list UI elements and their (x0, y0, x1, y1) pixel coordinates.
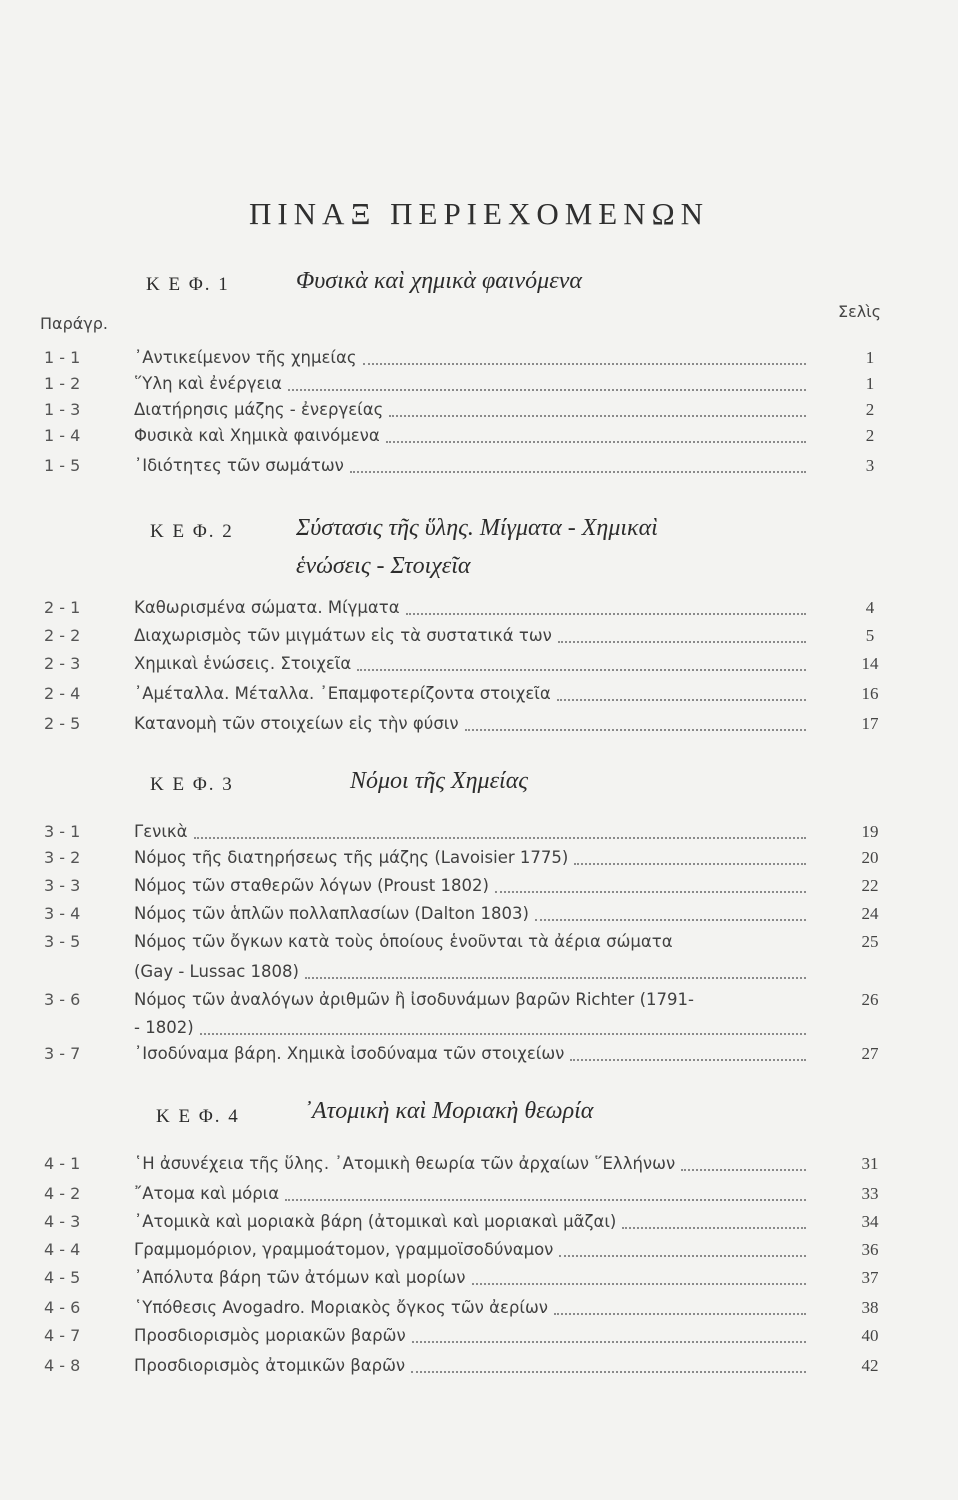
dot-leader (389, 415, 806, 417)
entry-number: 4 - 5 (44, 1268, 81, 1287)
chapter-number: Κ Ε Φ. 2 (150, 521, 234, 542)
chapter-number: Κ Ε Φ. 4 (156, 1106, 240, 1127)
entry-title: Γενικὰ (134, 822, 188, 841)
entry-page-number: 34 (861, 1212, 879, 1231)
entry-page-number: 3 (865, 456, 875, 475)
entry-title: ῎Ατομα καὶ μόρια (134, 1184, 280, 1203)
entry-number: 2 - 5 (44, 714, 81, 733)
entry-number: 3 - 1 (44, 822, 81, 841)
entry-title: Προσδιορισμὸς ἀτομικῶν βαρῶν (134, 1356, 406, 1375)
dot-leader (535, 919, 806, 921)
toc-entry (0, 876, 958, 904)
entry-number: 3 - 7 (44, 1044, 81, 1063)
entry-title: Νόμος τῶν σταθερῶν λόγων (Proust 1802) (134, 876, 489, 895)
entry-number: 4 - 3 (44, 1212, 81, 1231)
entry-page-number: 2 (865, 400, 875, 419)
entry-page-number: 33 (861, 1184, 879, 1203)
entry-page-number: 26 (861, 990, 879, 1009)
chapter-title: ᾿Ατομικὴ καὶ Μοριακὴ θεωρία (304, 1098, 594, 1124)
toc-entry (0, 374, 958, 402)
chapter-4-heading (156, 1100, 856, 1140)
entry-number: 3 - 3 (44, 876, 81, 895)
entry-title: Νόμος τῶν ἀναλόγων ἀριθμῶν ἢ ἰσοδυνάμων βαρῶν Richter (1791- (134, 990, 694, 1009)
entry-number: 2 - 2 (44, 626, 81, 645)
entry-page-number: 5 (865, 626, 875, 645)
entry-title: Καθωρισμένα σώματα. Μίγματα (134, 598, 400, 617)
toc-entry (0, 1268, 958, 1296)
entry-number: 3 - 4 (44, 904, 81, 923)
toc-entry (0, 348, 958, 376)
chapter-title-line-2: ἑνώσεις - Στοιχεῖα (296, 553, 471, 579)
toc-entry (0, 626, 958, 654)
chapter-2-heading (150, 515, 870, 595)
toc-entry (0, 990, 958, 1018)
page-column-label: Σελὶς (838, 302, 882, 321)
entry-number: 2 - 1 (44, 598, 81, 617)
toc-entry (0, 822, 958, 850)
toc-entry (0, 904, 958, 932)
entry-number: 1 - 3 (44, 400, 81, 419)
entry-title: Κατανομὴ τῶν στοιχείων εἰς τὴν φύσιν (134, 714, 459, 733)
entry-page-number: 1 (865, 374, 875, 393)
paragraph-column-label: Παράγρ. (40, 314, 108, 333)
entry-number: 3 - 2 (44, 848, 81, 867)
dot-leader (570, 1059, 806, 1061)
entry-page-number: 25 (861, 932, 879, 951)
entry-page-number: 16 (861, 684, 879, 703)
dot-leader (363, 363, 806, 365)
entry-number: 4 - 7 (44, 1326, 81, 1345)
chapter-title: Σύστασις τῆς ὕλης. Μίγματα - Χημικαὶ (296, 515, 658, 541)
dot-leader (465, 729, 806, 731)
entry-title: ᾿Ισοδύναμα βάρη. Χημικὰ ἰσοδύναμα τῶν στοιχείων (134, 1044, 565, 1063)
entry-title: ᾿Ατομικὰ καὶ μοριακὰ βάρη (ἀτομικαὶ καὶ μοριακαὶ μᾶζαι) (134, 1212, 617, 1231)
toc-entry (0, 426, 958, 454)
toc-entry (0, 654, 958, 682)
entry-page-number: 40 (861, 1326, 879, 1345)
entry-title: Διαχωρισμὸς τῶν μιγμάτων εἰς τὰ συστατικά των (134, 626, 552, 645)
entry-page-number: 42 (861, 1356, 879, 1375)
chapter-title: Φυσικὰ καὶ χημικὰ φαινόμενα (296, 268, 582, 294)
entry-number: 2 - 4 (44, 684, 81, 703)
toc-entry (0, 714, 958, 742)
entry-title: Γραμμομόριον, γραμμοάτομον, γραμμοϊσοδύναμον (134, 1240, 554, 1259)
entry-number: 3 - 5 (44, 932, 81, 951)
toc-entry (0, 932, 958, 960)
entry-page-number: 38 (861, 1298, 879, 1317)
entry-title: ῾Η ἀσυνέχεια τῆς ὕλης. ᾿Ατομικὴ θεωρία τῶν ἀρχαίων ῞Ελλήνων (134, 1154, 676, 1173)
entry-page-number: 2 (865, 426, 875, 445)
entry-number: 4 - 6 (44, 1298, 81, 1317)
dot-leader (472, 1283, 806, 1285)
toc-entry (0, 1154, 958, 1182)
entry-title: Χημικαὶ ἑνώσεις. Στοιχεῖα (134, 654, 352, 673)
entry-page-number: 14 (861, 654, 879, 673)
entry-title: ῞Υλη καὶ ἐνέργεια (134, 374, 282, 393)
entry-page-number: 31 (861, 1154, 879, 1173)
entry-page-number: 19 (861, 822, 879, 841)
entry-title-continuation: (Gay - Lussac 1808) (134, 962, 299, 981)
toc-entry (0, 1298, 958, 1326)
entry-number: 1 - 4 (44, 426, 81, 445)
toc-entry (0, 684, 958, 712)
dot-leader (554, 1313, 806, 1315)
dot-leader (681, 1169, 806, 1171)
dot-leader (350, 471, 806, 473)
entry-title: ᾿Απόλυτα βάρη τῶν ἀτόμων καὶ μορίων (134, 1268, 466, 1287)
dot-leader (495, 891, 806, 893)
toc-entry (0, 848, 958, 876)
entry-page-number: 24 (861, 904, 879, 923)
continuation-leader (0, 1018, 958, 1046)
toc-entry (0, 1326, 958, 1354)
entry-page-number: 37 (861, 1268, 879, 1287)
chapter-3-heading (150, 768, 850, 808)
entry-page-number: 17 (861, 714, 879, 733)
dot-leader (288, 389, 806, 391)
continuation-leader (0, 962, 958, 990)
dot-leader (406, 613, 806, 615)
entry-page-number: 22 (861, 876, 879, 895)
entry-number: 4 - 4 (44, 1240, 81, 1259)
dot-leader (558, 641, 806, 643)
dot-leader (622, 1227, 806, 1229)
toc-entry (0, 1356, 958, 1384)
entry-number: 1 - 2 (44, 374, 81, 393)
entry-title: ῾Υπόθεσις Avogadro. Μοριακὸς ὄγκος τῶν ἀερίων (134, 1298, 549, 1317)
dot-leader (412, 1341, 806, 1343)
dot-leader (194, 837, 806, 839)
toc-entry (0, 1240, 958, 1268)
entry-number: 4 - 2 (44, 1184, 81, 1203)
entry-page-number: 1 (865, 348, 875, 367)
entry-page-number: 36 (861, 1240, 879, 1259)
dot-leader (557, 699, 806, 701)
toc-entry (0, 456, 958, 484)
entry-title: Φυσικὰ καὶ Χημικὰ φαινόμενα (134, 426, 380, 445)
entry-title: ᾿Αμέταλλα. Μέταλλα. ᾿Επαμφοτερίζοντα στοιχεῖα (134, 684, 551, 703)
entry-title: ᾿Αντικείμενον τῆς χημείας (134, 348, 357, 367)
dot-leader (305, 977, 806, 979)
dot-leader (285, 1199, 806, 1201)
entry-number: 1 - 5 (44, 456, 81, 475)
toc-entry (0, 400, 958, 428)
chapter-1-heading (146, 268, 846, 308)
entry-number: 3 - 6 (44, 990, 81, 1009)
page-title: ΠΙΝΑΞ ΠΕΡΙΕΧΟΜΕΝΩΝ (248, 196, 710, 231)
chapter-number: Κ Ε Φ. 1 (146, 274, 230, 295)
toc-entry (0, 598, 958, 626)
entry-number: 2 - 3 (44, 654, 81, 673)
dot-leader (357, 669, 806, 671)
entry-title: Διατήρησις μάζης - ἐνεργείας (134, 400, 384, 419)
entry-page-number: 20 (861, 848, 879, 867)
chapter-number: Κ Ε Φ. 3 (150, 774, 234, 795)
dot-leader (200, 1033, 806, 1035)
dot-leader (574, 863, 806, 865)
entry-number: 4 - 1 (44, 1154, 81, 1173)
entry-page-number: 27 (861, 1044, 879, 1063)
dot-leader (386, 441, 806, 443)
dot-leader (559, 1255, 806, 1257)
entry-page-number: 4 (865, 598, 875, 617)
entry-title: Προσδιορισμὸς μοριακῶν βαρῶν (134, 1326, 406, 1345)
entry-number: 4 - 8 (44, 1356, 81, 1375)
chapter-title: Νόμοι τῆς Χημείας (350, 768, 529, 794)
entry-title: Νόμος τῶν ἁπλῶν πολλαπλασίων (Dalton 1803) (134, 904, 529, 923)
entry-title: Νόμος τῆς διατηρήσεως τῆς μάζης (Lavoisier 1775) (134, 848, 569, 867)
dot-leader (411, 1371, 806, 1373)
entry-title: ᾿Ιδιότητες τῶν σωμάτων (134, 456, 344, 475)
toc-entry (0, 1184, 958, 1212)
entry-title-continuation: - 1802) (134, 1018, 194, 1037)
entry-number: 1 - 1 (44, 348, 81, 367)
entry-title: Νόμος τῶν ὄγκων κατὰ τοὺς ὁποίους ἑνοῦνται τὰ ἀέρια σώματα (134, 932, 673, 951)
toc-entry (0, 1044, 958, 1072)
toc-entry (0, 1212, 958, 1240)
